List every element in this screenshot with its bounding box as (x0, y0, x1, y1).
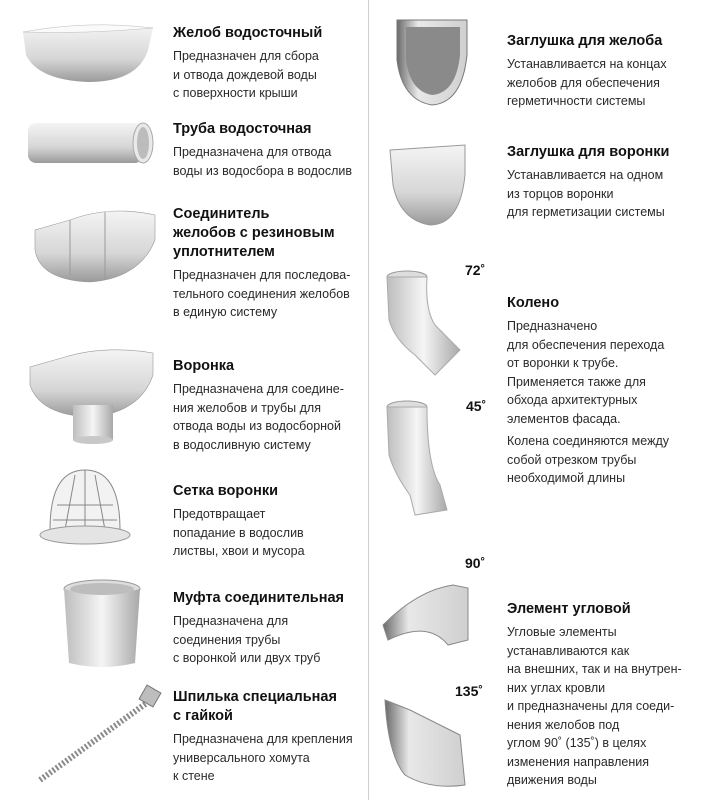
elbow-45-image (385, 395, 465, 520)
item-funnel-grid (173, 482, 305, 561)
item-description: Предназначена для крепления универсального хомута к стене (173, 732, 353, 783)
item-gutter-end-cap (507, 32, 667, 111)
item-description: Предназначена для отвода воды из водосбора в водослив (173, 145, 352, 178)
item-description: Угловые элементы устанавливаются как на внешних, так и на внутрен- них углах кровли и предназначены для соеди- нения желобов под углом 90˚ (135˚) в целях изменения направления движения воды (507, 625, 682, 787)
angle-label-45: 45˚ (466, 398, 487, 414)
gutter-end-cap-image (392, 15, 477, 110)
item-title: Заглушка для желоба (507, 33, 663, 49)
item-title: Воронка (173, 358, 235, 374)
column-divider (368, 0, 369, 800)
item-elbow (507, 294, 669, 488)
angle-label-72: 72˚ (465, 262, 486, 278)
item-title: Колено (507, 295, 560, 311)
item-description: Предназначен для сбора и отвода дождевой воды с поверхности крыши (173, 49, 319, 100)
threaded-stud-image (30, 680, 170, 790)
item-title: Муфта соединительная (173, 590, 344, 606)
item-title: Труба водосточная (173, 121, 312, 137)
corner-90-image (378, 580, 473, 660)
item-connector (173, 205, 350, 322)
gutter-image (18, 20, 158, 90)
item-funnel-end-cap (507, 143, 669, 222)
coupling-image (55, 575, 150, 670)
item-title: Соединитель желобов с резиновым уплотнителем (173, 206, 335, 260)
item-title: Сетка воронки (173, 483, 279, 499)
item-description-extra: Колена соединяются между собой отрезком трубы необходимой длины (507, 434, 669, 485)
item-pipe (173, 120, 352, 180)
elbow-72-image (385, 265, 465, 380)
item-funnel (173, 357, 344, 454)
item-title: Заглушка для воронки (507, 144, 670, 160)
item-description: Устанавливается на концах желобов для обеспечения герметичности системы (507, 57, 667, 108)
pipe-image (18, 118, 158, 168)
angle-label-90: 90˚ (465, 555, 486, 571)
item-threaded-stud (173, 688, 353, 786)
funnel-image (25, 345, 160, 445)
item-description: Предотвращает попадание в водослив листвы, хвои и мусора (173, 507, 305, 558)
item-gutter (173, 24, 322, 103)
connector-image (30, 200, 160, 290)
corner-135-image (380, 695, 470, 795)
item-title: Элемент угловой (507, 601, 631, 617)
funnel-grid-image (35, 465, 135, 550)
item-title: Желоб водосточный (173, 25, 323, 41)
item-description: Устанавливается на одном из торцов воронки для герметизации системы (507, 168, 665, 219)
item-coupling (173, 589, 344, 668)
item-corner-element (507, 600, 682, 790)
item-title: Шпилька специальная с гайкой (173, 689, 337, 724)
item-description: Предназначено для обеспечения перехода от воронки к трубе. Применяется также для обхода архитектурных элементов фасада. (507, 319, 665, 426)
item-description: Предназначена для соедине- ния желобов и трубы для отвода воды из водосборной в водосливную систему (173, 382, 344, 452)
funnel-end-cap-image (385, 140, 475, 230)
item-description: Предназначена для соединения трубы с воронкой или двух труб (173, 614, 321, 665)
item-description: Предназначен для последова- тельного соединения желобов в единую систему (173, 268, 351, 319)
angle-label-135: 135˚ (455, 683, 484, 699)
